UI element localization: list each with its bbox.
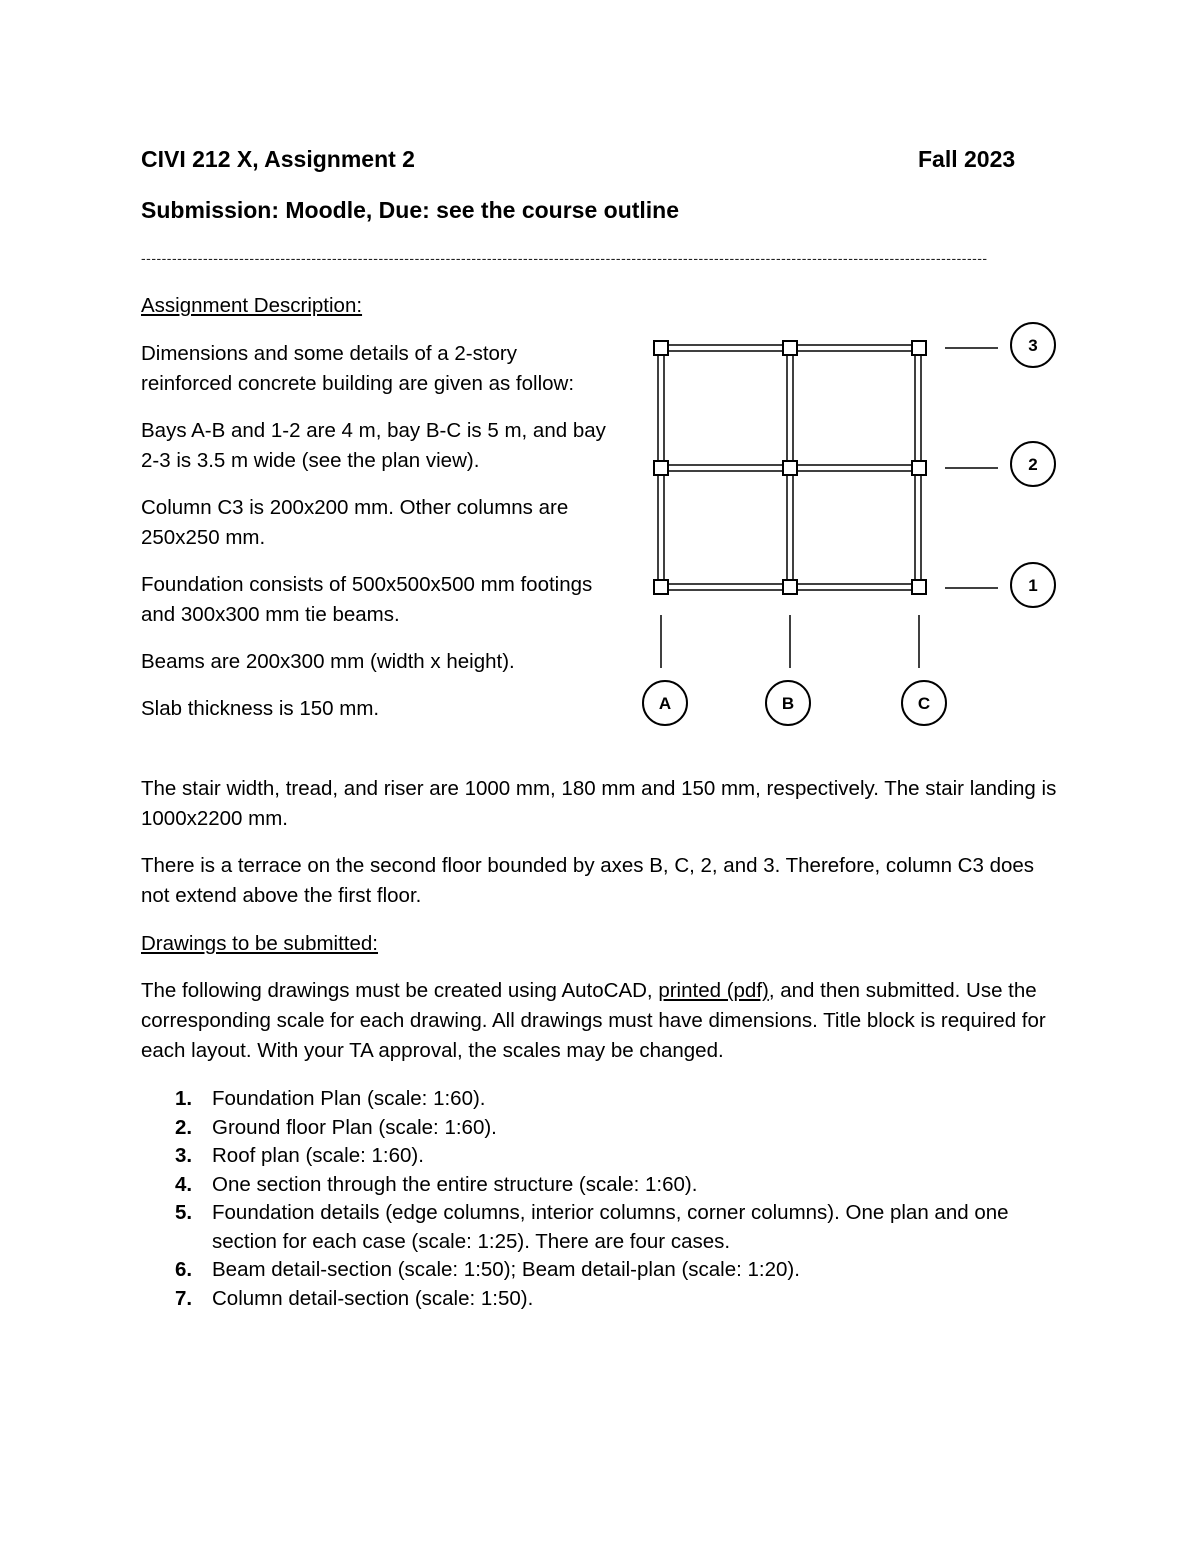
description-paragraph: Bays A-B and 1-2 are 4 m, bay B-C is 5 m, and bay 2-3 is 3.5 m wide (see the plan view).: [141, 419, 606, 472]
submission-line: Submission: Moodle, Due: see the course outline: [141, 197, 680, 223]
list-item: 4. One section through the entire structure (scale: 1:60).: [175, 1172, 698, 1196]
column-b3: [783, 341, 797, 355]
description-column: [141, 339, 611, 741]
description-full-width: [141, 774, 1061, 928]
column-a1: [654, 580, 668, 594]
description-paragraph: Beams are 200x300 mm (width x height).: [141, 650, 515, 673]
intro-text: The following drawings must be created using AutoCAD,: [141, 979, 659, 1002]
printed-pdf-link: printed (pdf): [658, 979, 769, 1002]
term-label: Fall 2023: [918, 146, 1016, 172]
description-paragraph: Dimensions and some details of a 2-story reinforced concrete building are given as follow:: [141, 342, 575, 395]
column-a3: [654, 341, 668, 355]
column-c2: [912, 461, 926, 475]
drawings-intro: [141, 976, 1061, 1066]
drawings-list: [141, 1085, 1061, 1313]
list-item: 3. Roof plan (scale: 1:60).: [175, 1144, 424, 1167]
column-a2: [654, 461, 668, 475]
description-paragraph: Column C3 is 200x200 mm. Other columns are 250x250 mm.: [141, 496, 569, 549]
axis-label-col-c: C: [917, 694, 931, 713]
list-item: 5. Foundation details (edge columns, interior columns, corner columns). One plan and one section for each case (scale: 1:25). There are four cases.: [175, 1201, 1009, 1253]
drawings-heading: Drawings to be submitted:: [141, 932, 379, 955]
axis-label-col-a: A: [658, 694, 672, 713]
document-title: CIVI 212 X, Assignment 2: [141, 146, 415, 172]
list-item: 2. Ground floor Plan (scale: 1:60).: [175, 1115, 497, 1139]
description-paragraph: Foundation consists of 500x500x500 mm footings and 300x300 mm tie beams.: [141, 573, 593, 626]
list-item: 7. Column detail-section (scale: 1:50).: [175, 1286, 534, 1310]
separator-rule: --------------------------------------------------------------------------------------------------------------------------------------------------------------------: [141, 250, 988, 266]
description-paragraph: The stair width, tread, and riser are 1000 mm, 180 mm and 150 mm, respectively. The stair landing is 1000x2200 mm.: [141, 777, 1057, 830]
column-c1: [912, 580, 926, 594]
axis-label-row-3: 3: [1028, 336, 1038, 355]
plan-view-figure: [630, 318, 1070, 733]
intro-text: , and then submitted. Use the corresponding scale for each drawing. All drawings must have dimensions. Title block is required for each layout. With your TA approval, the scales may be changed.: [141, 979, 1046, 1062]
axis-label-row-2: 2: [1028, 455, 1038, 474]
description-paragraph: There is a terrace on the second floor bounded by axes B, C, 2, and 3. Therefore, column C3 does not extend above the first floor.: [141, 854, 1035, 907]
axis-label-row-1: 1: [1028, 576, 1038, 595]
description-heading: Assignment Description:: [141, 294, 363, 317]
column-c3: [912, 341, 926, 355]
column-b1: [783, 580, 797, 594]
description-paragraph: Slab thickness is 150 mm.: [141, 697, 380, 720]
axis-label-col-b: B: [781, 694, 795, 713]
list-item: 6. Beam detail-section (scale: 1:50); Beam detail-plan (scale: 1:20).: [175, 1258, 800, 1281]
list-item: 1. Foundation Plan (scale: 1:60).: [175, 1087, 486, 1110]
column-b2: [783, 461, 797, 475]
